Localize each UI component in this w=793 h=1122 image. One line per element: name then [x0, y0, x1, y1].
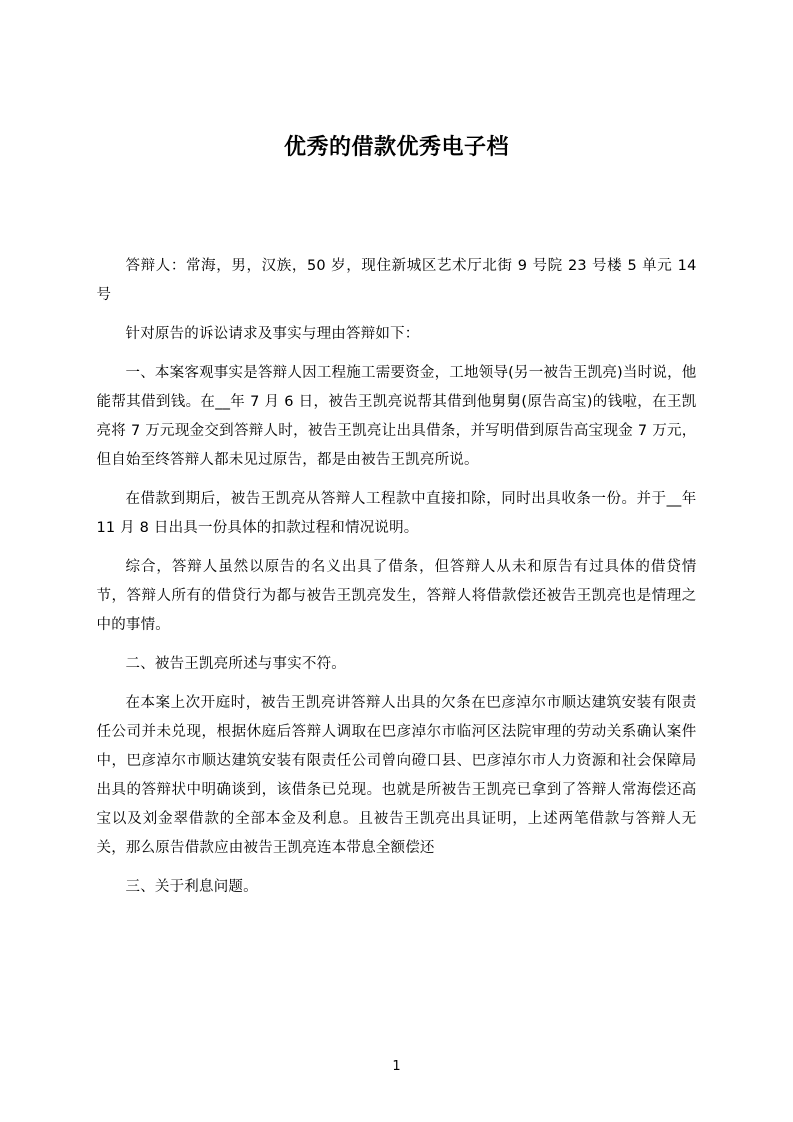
paragraph-summary: 综合，答辩人虽然以原告的名义出具了借条，但答辩人从未和原告有过具体的借贷情节，答辩人所有的借贷行为都与被告王凯亮发生，答辩人将借款偿还被告王凯亮也是情理之中的事情。 — [96, 558, 697, 633]
paragraph-deduction: 在借款到期后，被告王凯亮从答辩人工程款中直接扣除，同时出具收条一份。并于__年 11 月 8 日出具一份具体的扣款过程和情况说明。 — [96, 490, 697, 536]
paragraph-section-three: 三、关于利息问题。 — [125, 878, 258, 895]
page-title: 优秀的借款优秀电子档 — [283, 135, 509, 160]
page-number: 1 — [392, 1059, 401, 1074]
document-body — [97, 164, 697, 902]
paragraph-hearing-details: 在本案上次开庭时，被告王凯亮讲答辩人出具的欠条在巴彦淖尔市顺达建筑安装有限责任公司并未兑现，根据休庭后答辩人调取在巴彦淖尔市临河区法院审理的劳动关系确认案件中，巴彦淖尔市顺达建筑安装有限责任公司曾向磴口县、巴彦淖尔市人力资源和社会保障局出具的答辩状中明确谈到，该借条已兑现。也就是所被告王凯亮已拿到了答辩人常海偿还高宝以及刘金翠借款的全部本金及利息。且被告王凯亮出具证明，上述两笔借款与答辩人无关，那么原告借款应由被告王凯亮连本带息全额偿还 — [96, 694, 697, 856]
paragraph-respondent-info: 答辩人：常海，男，汉族，50 岁，现住新城区艺术厅北街 9 号院 23 号楼 5 单元 14 号 — [96, 257, 697, 303]
paragraph-section-one: 一、本案客观事实是答辩人因工程施工需要资金，工地领导(另一被告王凯亮)当时说，他能帮其借到钱。在__年 7 月 6 日，被告王凯亮说帮其借到他舅舅(原告高宝)的钱啦，在王凯亮将 7 万元现金交到答辩人时，被告王凯亮让出具借条，并写明借到原告高宝现金 7 万元，但自始至终答辩人都未见过原告，都是由被告王凯亮所说。 — [96, 364, 697, 468]
paragraph-section-two: 二、被告王凯亮所述与事实不符。 — [125, 655, 346, 672]
paragraph-intro: 针对原告的诉讼请求及事实与理由答辩如下： — [125, 325, 420, 342]
